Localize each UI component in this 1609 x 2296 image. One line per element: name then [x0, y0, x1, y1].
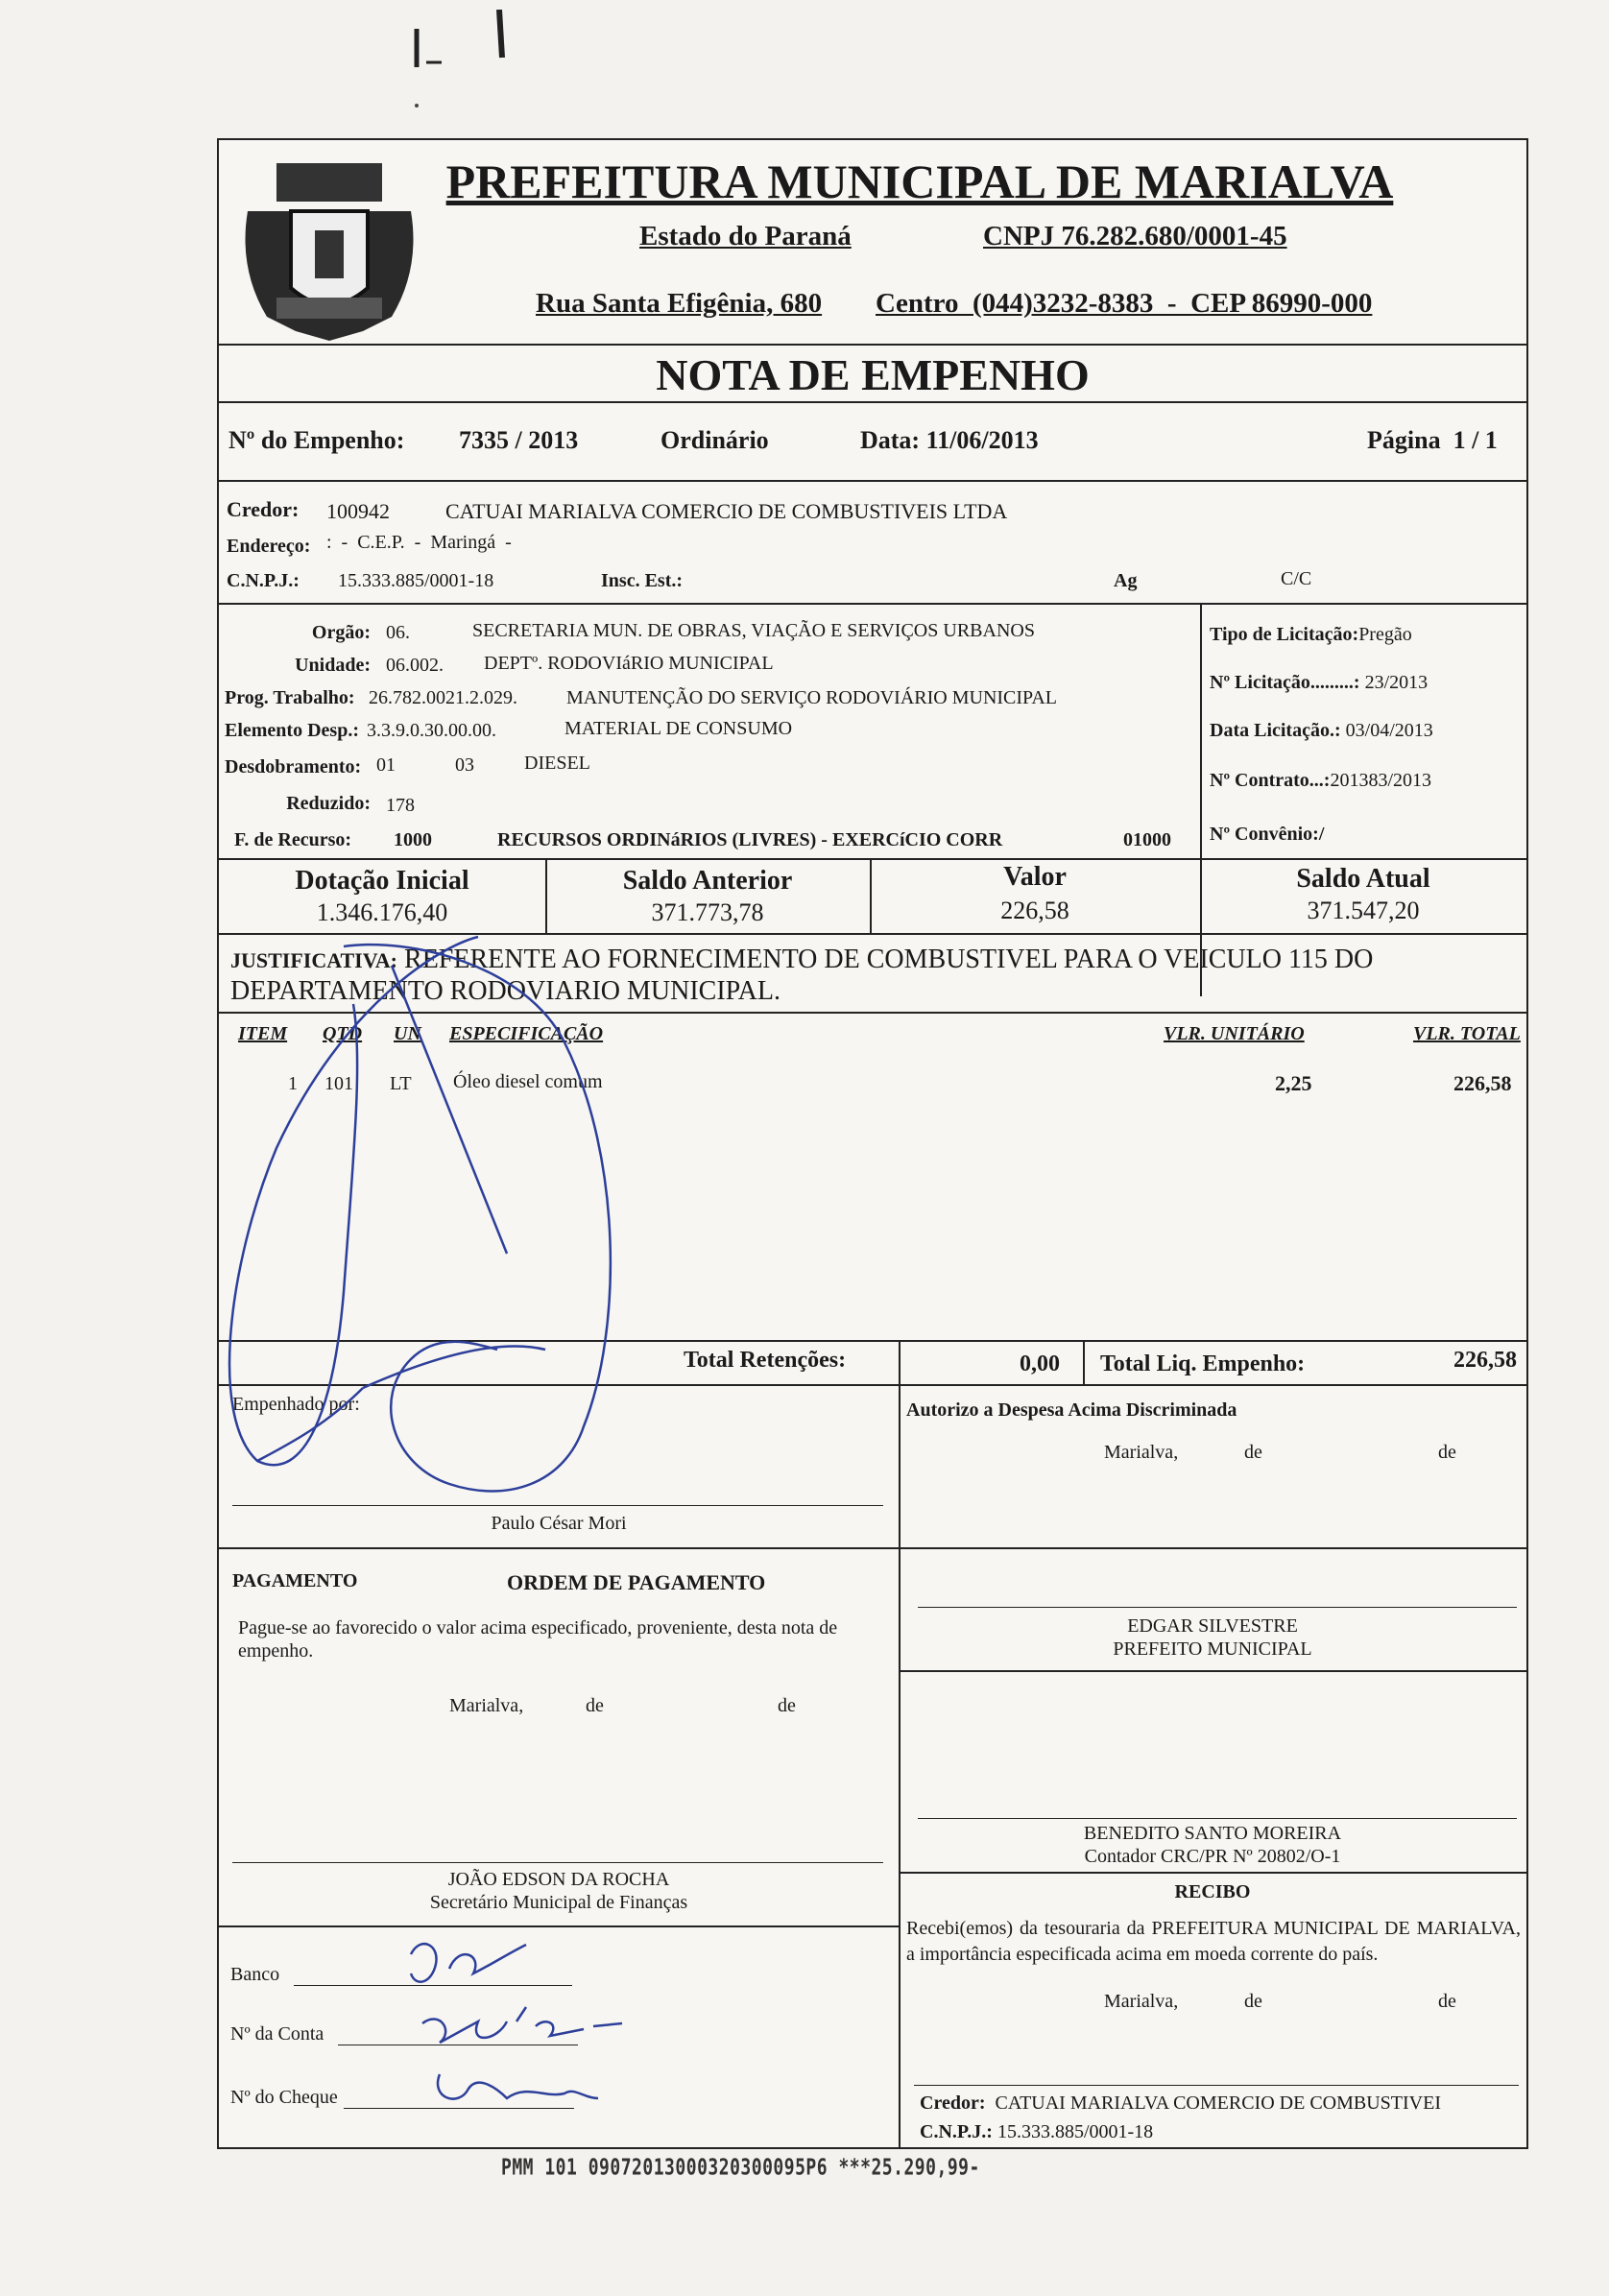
total-liquido: 226,58 [1453, 1348, 1517, 1373]
col-especificacao: ESPECIFICAÇÃO [449, 1023, 604, 1044]
ordem-pagamento-label: ORDEM DE PAGAMENTO [507, 1570, 766, 1594]
autorizo-de-2: de [1438, 1442, 1456, 1463]
secretario-assinatura: JOÃO EDSON DA ROCHA Secretário Municipal de Finanças [429, 1869, 688, 1913]
nota-de-empenho-form [217, 138, 1528, 2149]
empenho-type: Ordinário [660, 426, 769, 454]
valor-label: Valor [1003, 862, 1067, 892]
insc-est-label: Insc. Est.: [601, 570, 684, 591]
orgao-name: SECRETARIA MUN. DE OBRAS, VIAÇÃO E SERVIÇOS URBANOS [472, 620, 1035, 641]
document-title: NOTA DE EMPENHO [656, 350, 1090, 399]
col-qtd: QTD [323, 1023, 363, 1044]
empenhado-por-label: Empenhado por: [232, 1394, 360, 1415]
numero-licitacao: Nº Licitação.........: 23/2013 [1210, 672, 1429, 693]
col-un: UN [394, 1023, 421, 1044]
state-label: Estado do Paraná [639, 221, 852, 251]
recibo-local: Marialva, [1104, 1991, 1179, 2012]
numero-convenio: Nº Convênio:/ [1210, 824, 1325, 845]
credor-label: Credor: [227, 497, 300, 521]
pagamento-label: PAGAMENTO [232, 1570, 358, 1591]
desdobramento-a: 01 [376, 754, 396, 776]
row-valor-total: 226,58 [1453, 1071, 1512, 1095]
cnpj-credor-label: C.N.P.J.: [227, 570, 300, 591]
reduzido-value: 178 [386, 795, 415, 816]
street-address: Rua Santa Efigênia, 680 [536, 288, 823, 319]
unidade-name: DEPTº. RODOVIáRIO MUNICIPAL [484, 653, 774, 674]
autorizo-local: Marialva, [1104, 1442, 1179, 1463]
address-contact: Centro (044)3232-8383 - CEP 86990-000 [876, 288, 1373, 319]
saldo-anterior: 371.773,78 [651, 898, 764, 926]
empenho-date: Data: 11/06/2013 [860, 426, 1039, 454]
total-liquido-label: Total Liq. Empenho: [1100, 1351, 1306, 1376]
saldo-atual-label: Saldo Atual [1296, 864, 1430, 894]
cnpj-label: CNPJ 76.282.680/0001-45 [983, 221, 1287, 251]
recibo-text: Recebi(emos) da tesouraria da PREFEITURA MUNICIPAL DE MARIALVA, a importância especificada acima em moeda corrente do país. [906, 1918, 1521, 1965]
desdobramento-b: 03 [455, 754, 474, 776]
autorizo-de: de [1244, 1442, 1262, 1463]
pagamento-de: de [586, 1695, 604, 1716]
fonte-end: 01000 [1123, 829, 1171, 850]
numero-contrato: Nº Contrato...:201383/2013 [1210, 770, 1432, 791]
data-licitacao: Data Licitação.: 03/04/2013 [1210, 720, 1433, 741]
page-number: Página 1 / 1 [1367, 426, 1498, 454]
cheque-label: Nº do Cheque [230, 2087, 338, 2108]
prog-label: Prog. Trabalho: [225, 687, 355, 708]
fonte-label: F. de Recurso: [234, 829, 352, 850]
total-retencoes-label: Total Retenções: [684, 1348, 847, 1373]
row-qtd: 101 [324, 1073, 353, 1094]
row-valor-unitario: 2,25 [1275, 1071, 1312, 1095]
pagamento-de-2: de [778, 1695, 796, 1716]
valor: 226,58 [1000, 897, 1069, 924]
reduzido-label: Reduzido: [286, 793, 371, 814]
recibo-de: de [1244, 1991, 1262, 2012]
justificativa: JUSTIFICATIVA: REFERENTE AO FORNECIMENTO DE COMBUSTIVEL PARA O VEICULO 115 DO DEPARTAMENTO RODOVIARIO MUNICIPAL. [230, 945, 1374, 1006]
col-valor-unitario: VLR. UNITÁRIO [1164, 1023, 1305, 1044]
recibo-cnpj: C.N.P.J.: 15.333.885/0001-18 [920, 2121, 1154, 2142]
row-un: LT [390, 1073, 412, 1094]
orgao-label: Orgão: [311, 622, 371, 643]
credor-name: CATUAI MARIALVA COMERCIO DE COMBUSTIVEIS LTDA [445, 499, 1008, 523]
credor-code: 100942 [326, 499, 390, 523]
agency-label: Ag [1114, 570, 1138, 591]
autorizo-label: Autorizo a Despesa Acima Discriminada [906, 1399, 1237, 1421]
empenho-number: 7335 / 2013 [459, 426, 579, 454]
row-especificacao: Óleo diesel comum [453, 1071, 603, 1092]
desdobramento-name: DIESEL [524, 753, 590, 774]
pague-se-text: Pague-se ao favorecido o valor acima especificado, proveniente, desta nota de empenho. [238, 1617, 838, 1662]
recibo-de-2: de [1438, 1991, 1456, 2012]
empenho-number-label: Nº do Empenho: [228, 426, 405, 454]
prog-code: 26.782.0021.2.029. [369, 687, 517, 708]
recibo-credor: Credor: CATUAI MARIALVA COMERCIO DE COMBUSTIVEI [920, 2093, 1441, 2114]
handwritten-signatures [219, 140, 1526, 2147]
fonte-code: 1000 [394, 829, 432, 850]
elemento-name: MATERIAL DE CONSUMO [564, 718, 793, 739]
prog-name: MANUTENÇÃO DO SERVIÇO RODOVIÁRIO MUNICIPAL [566, 687, 1058, 708]
row-item: 1 [288, 1073, 298, 1094]
elemento-code: 3.3.9.0.30.00.00. [367, 720, 496, 741]
recibo-label: RECIBO [1174, 1881, 1251, 1902]
endereco-label: Endereço: [227, 536, 311, 557]
empenhado-por-nome: Paulo César Mori [491, 1513, 627, 1534]
unidade-code: 06.002. [386, 655, 444, 676]
unidade-label: Unidade: [295, 655, 371, 676]
conta-label: Nº da Conta [230, 2023, 324, 2045]
orgao-code: 06. [386, 622, 410, 643]
endereco-value: : - C.E.P. - Maringá - [326, 532, 512, 553]
total-retencoes: 0,00 [1020, 1351, 1060, 1376]
desdobramento-label: Desdobramento: [225, 756, 362, 777]
pagamento-local: Marialva, [449, 1695, 524, 1716]
elemento-label: Elemento Desp.: [225, 720, 359, 741]
saldo-anterior-label: Saldo Anterior [622, 866, 793, 896]
contador-assinatura: BENEDITO SANTO MOREIRA Contador CRC/PR Nº 20802/O-1 [1083, 1823, 1342, 1867]
account-label: C/C [1281, 568, 1312, 589]
scan-mark [403, 10, 518, 115]
footer-code: PMM 101 09072013000320300095P6 ***25.290,99- [501, 2154, 980, 2182]
saldo-atual: 371.547,20 [1307, 897, 1420, 924]
dotacao-inicial: 1.346.176,40 [316, 898, 448, 926]
fonte-name: RECURSOS ORDINáRIOS (LIVRES) - EXERCíCIO CORR [497, 829, 1003, 850]
banco-label: Banco [230, 1964, 280, 1985]
prefeito-assinatura: EDGAR SILVESTRE PREFEITO MUNICIPAL [1113, 1615, 1312, 1660]
city-hall-title: PREFEITURA MUNICIPAL DE MARIALVA [445, 155, 1394, 208]
tipo-licitacao: Tipo de Licitação:Pregão [1210, 624, 1412, 645]
dotacao-inicial-label: Dotação Inicial [295, 866, 469, 896]
col-valor-total: VLR. TOTAL [1413, 1023, 1521, 1044]
cnpj-credor: 15.333.885/0001-18 [338, 570, 494, 591]
col-item: ITEM [238, 1023, 288, 1044]
